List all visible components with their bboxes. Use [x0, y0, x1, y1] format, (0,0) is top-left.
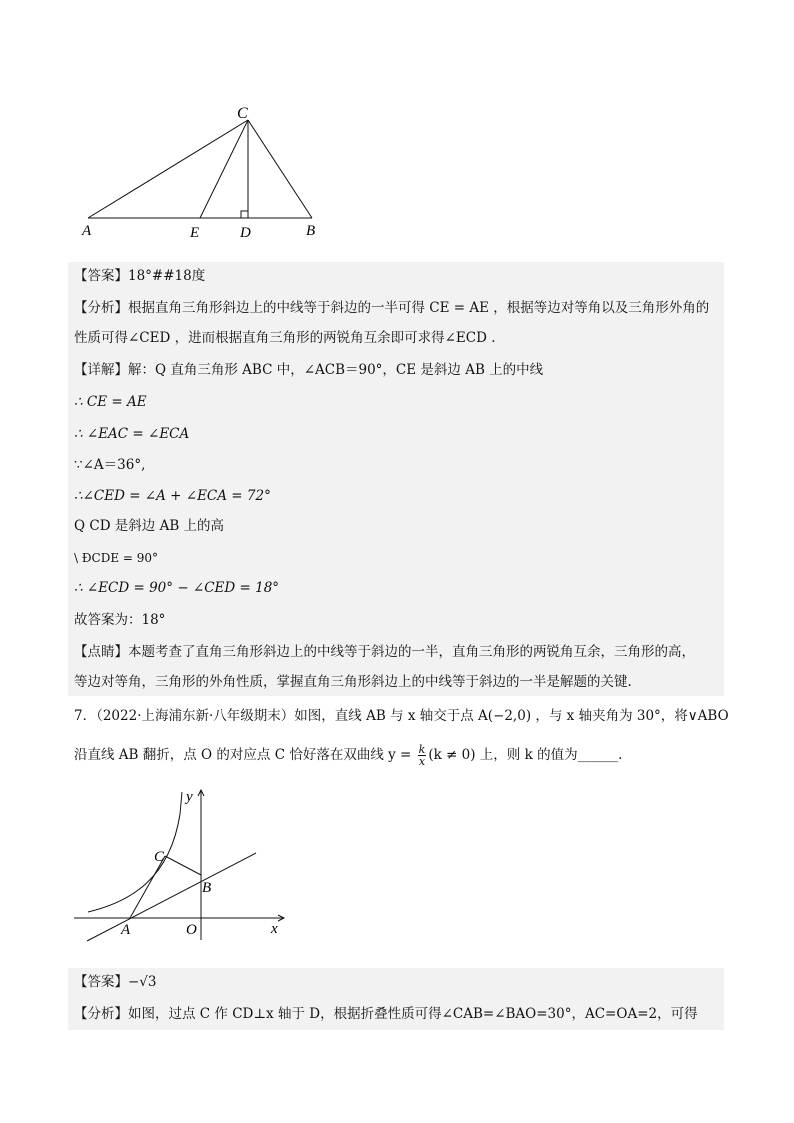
conclusion-line: 故答案为：18° — [74, 612, 166, 628]
q7-answer-value: −√3 — [128, 974, 157, 990]
label-x: x — [271, 921, 278, 937]
label-B: B — [202, 880, 212, 896]
comment-line-1 — [74, 642, 695, 662]
label-E: E — [190, 225, 200, 241]
q7-answer-line — [74, 972, 157, 992]
segment-CB — [248, 120, 312, 218]
analysis-line-2: 性质可得∠CED ，进而根据直角三角形的两锐角互余即可求得∠ECD . — [74, 330, 496, 346]
detail-line-1 — [74, 360, 543, 380]
label-C: C — [154, 849, 165, 865]
answer-value: 18°##18度 — [128, 268, 206, 284]
step-7: ∴ ∠ECD = 90° − ∠CED = 18° — [74, 580, 280, 596]
analysis-line-1 — [74, 298, 709, 318]
triangle-figure — [80, 100, 330, 245]
label-A: A — [121, 922, 131, 938]
detail-text-1: 解：Q 直角三角形 ABC 中，∠ACB＝90°，CE 是斜边 AB 上的中线 — [128, 362, 544, 378]
label-C: C — [237, 105, 248, 122]
analysis-tag: 【分析】 — [74, 300, 128, 316]
analysis-text-1: 根据直角三角形斜边上的中线等于斜边的一半可得 CE = AE ，根据等边对等角以及三角形外角的 — [128, 300, 710, 316]
segment-CB — [165, 856, 201, 875]
label-B: B — [306, 223, 316, 239]
question-7-line-2 — [74, 744, 622, 767]
q7-analysis-line-1 — [74, 1004, 698, 1024]
label-A: A — [82, 223, 92, 239]
step-3: ∵∠A＝36°, — [74, 457, 146, 473]
comment-tag: 【点睛】 — [74, 644, 128, 660]
question-7-text-b: (k ≠ 0) 上，则 k 的值为______. — [428, 747, 623, 763]
q7-analysis-tag: 【分析】 — [74, 1006, 128, 1022]
step-1: ∴ CE = AE — [74, 394, 147, 410]
q7-answer-tag: 【答案】 — [74, 974, 128, 990]
segment-AC — [130, 856, 165, 918]
label-D: D — [240, 225, 251, 241]
fraction-k-over-x — [418, 744, 427, 767]
step-2: ∴ ∠EAC = ∠ECA — [74, 426, 190, 442]
step-5: Q CD 是斜边 AB 上的高 — [74, 518, 225, 534]
coordinate-figure — [70, 784, 290, 942]
fraction-numerator: k — [418, 743, 426, 756]
comment-line-2: 等边对等角，三角形的外角性质，掌握直角三角形斜边上的中线等于斜边的一半是解题的关键. — [74, 674, 632, 690]
line-AB — [87, 853, 256, 941]
comment-text-1: 本题考查了直角三角形斜边上的中线等于斜边的一半，直角三角形的两锐角互余，三角形的高， — [128, 644, 695, 660]
step-4: ∴∠CED = ∠A + ∠ECA = 72° — [74, 488, 271, 504]
step-6: \ ÐCDE = 90° — [74, 551, 159, 565]
label-O: O — [186, 922, 197, 938]
right-angle-mark — [241, 211, 248, 218]
detail-tag: 【详解】 — [74, 362, 128, 378]
hyperbola-branch — [88, 792, 182, 912]
answer-line — [74, 266, 205, 286]
answer-tag: 【答案】 — [74, 268, 128, 284]
fraction-denominator: x — [418, 755, 426, 768]
q7-analysis-text: 如图，过点 C 作 CD⊥x 轴于 D，根据折叠性质可得∠CAB=∠BAO=30°，AC=OA=2，可得 — [128, 1006, 698, 1022]
question-7-line-1: 7．（2022·上海浦东新·八年级期末）如图，直线 AB 与 x 轴交于点 A(−2,0) ，与 x 轴夹角为 30°，将∨ABO — [74, 708, 729, 724]
label-y: y — [186, 789, 193, 805]
question-7-text-a: 沿直线 AB 翻折，点 O 的对应点 C 恰好落在双曲线 y = — [74, 747, 412, 763]
